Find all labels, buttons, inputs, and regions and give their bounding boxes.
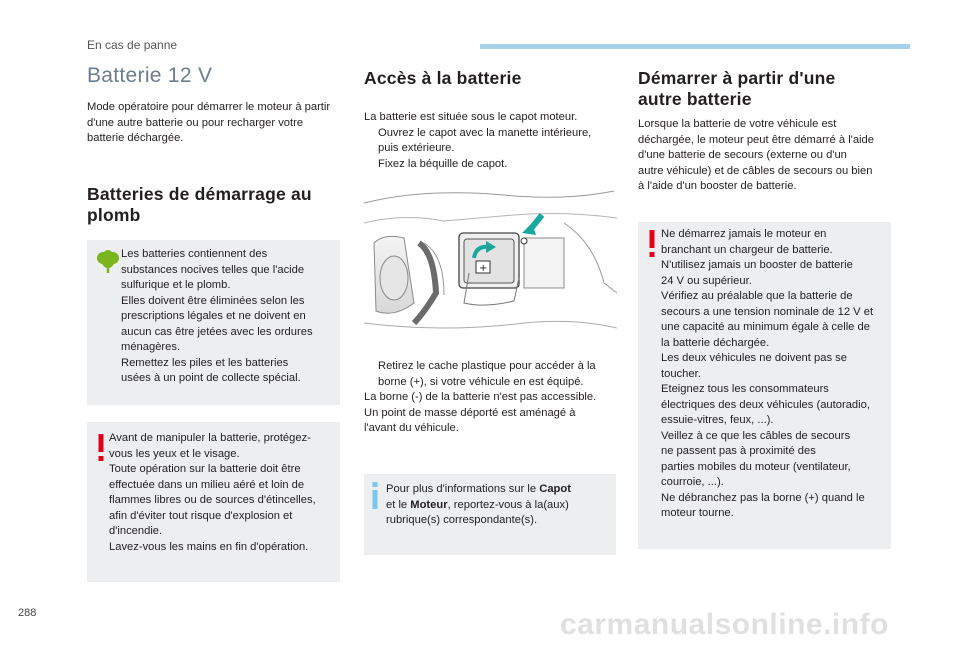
col3-title-line2: autre batterie xyxy=(638,89,752,109)
warning-line: afin d'éviter tout risque d'explosion et xyxy=(109,509,293,522)
eco-notice-box xyxy=(87,240,340,405)
warning-line: une capacité au minimum égale à celle de xyxy=(661,321,870,333)
eco-line: sulfurique et le plomb. xyxy=(121,279,231,291)
info-line-2 xyxy=(386,498,612,514)
step-fix-prop xyxy=(364,157,619,173)
col3-title-line1: Démarrer à partir d'une xyxy=(638,68,836,88)
warning-line: Les deux véhicules ne doivent pas se xyxy=(661,352,847,364)
warning-line: Lavez-vous les mains en fin d'opération. xyxy=(109,540,309,553)
eco-line: prescriptions légales et ne doivent en xyxy=(121,310,306,322)
warning-box-jumpstart xyxy=(638,222,891,549)
warning-text xyxy=(109,431,337,555)
col1-subtitle-line2: plomb xyxy=(87,205,141,225)
info-text-span: et le xyxy=(386,498,411,511)
intro-line: d'une batterie de secours (externe ou d'un xyxy=(638,149,847,161)
step-line: Fixez la béquille de capot. xyxy=(378,157,508,170)
intro-line: autre véhicule) et de câbles de secours ou bien xyxy=(638,164,873,177)
warning-line: Vérifiez au préalable que la batterie de xyxy=(661,290,853,302)
step-open-hood xyxy=(364,126,619,157)
col1-intro: Mode opératoire pour démarrer le moteur à partir d'une autre batterie ou pour recharger votre batterie déchargée. xyxy=(87,101,331,144)
intro-line: Lorsque la batterie de votre véhicule est xyxy=(638,118,837,130)
terminal-note-line: l'avant du véhicule. xyxy=(364,422,459,434)
exclamation-icon xyxy=(647,230,657,256)
col1-subtitle xyxy=(87,184,342,226)
warning-line: moteur tourne. xyxy=(661,507,734,519)
col2-title: Accès à la batterie xyxy=(364,68,522,88)
info-link-moteur[interactable]: Moteur xyxy=(410,498,448,511)
warning-line: d'incendie. xyxy=(109,525,163,537)
engine-battery-illustration xyxy=(364,183,617,343)
info-line-1 xyxy=(386,482,612,498)
warning-line: Veillez à ce que les câbles de secours xyxy=(661,429,851,442)
warning-line: électriques des deux véhicules (autoradio, xyxy=(661,398,870,411)
warning-line: Toute opération sur la batterie doit être xyxy=(109,463,301,475)
warning-line: vous les yeux et le visage. xyxy=(109,447,240,460)
step-line: Ouvrez le capot avec la manette intérieure, xyxy=(378,126,592,139)
terminal-note-line: Un point de masse déporté est aménagé à xyxy=(364,406,576,419)
col1-subtitle-line1: Batteries de démarrage au xyxy=(87,184,312,204)
warning-line: secours a une tension nominale de 12 V et xyxy=(661,305,874,318)
warning-line: essuie-vitres, feux, ...). xyxy=(661,414,774,426)
intro-line: déchargée, le moteur peut être démarré à l'aide xyxy=(638,133,874,146)
info-text xyxy=(386,482,612,529)
eco-line: Les batteries contiennent des xyxy=(121,248,268,260)
info-link-capot[interactable]: Capot xyxy=(539,483,571,495)
warning-line: parties mobiles du moteur (ventilateur, xyxy=(661,460,851,473)
col2-steps xyxy=(364,110,619,172)
eco-line: aucun cas être jetées avec les ordures xyxy=(121,325,313,338)
step-line: borne (+), si votre véhicule en est équipé. xyxy=(378,375,584,388)
exclamation-icon xyxy=(96,434,106,460)
warning-text xyxy=(661,227,889,522)
step-line: puis extérieure. xyxy=(378,142,455,154)
col3-title xyxy=(638,68,898,110)
col3-intro xyxy=(638,117,898,195)
info-icon xyxy=(371,482,379,508)
running-header: En cas de panne xyxy=(87,38,178,52)
eco-line: Remettez les piles et les batteries xyxy=(121,356,289,369)
warning-line: effectuée dans un milieu aéré et loin de xyxy=(109,478,305,491)
eco-line: substances nocives telles que l'acide xyxy=(121,263,305,276)
info-text-span: Pour plus d'informations sur le xyxy=(386,483,540,495)
leaf-icon xyxy=(95,249,121,273)
warning-line: N'utilisez jamais un booster de batterie xyxy=(661,259,853,271)
warning-line: flammes libres ou de sources d'étincelles, xyxy=(109,494,316,506)
warning-line: Ne débranchez pas la borne (+) quand le xyxy=(661,491,865,504)
eco-notice-text xyxy=(121,247,336,387)
warning-line: 24 V ou supérieur. xyxy=(661,274,752,287)
info-box xyxy=(364,474,616,555)
intro-line: à l'aide d'un booster de batterie. xyxy=(638,180,797,192)
terminal-note-line: La borne (-) de la batterie n'est pas accessible. xyxy=(364,391,597,403)
plus-terminal-label: + xyxy=(479,263,488,274)
step-line: Retirez le cache plastique pour accéder à la xyxy=(378,360,596,372)
warning-line: Eteignez tous les consommateurs xyxy=(661,383,829,395)
warning-line: branchant un chargeur de batterie. xyxy=(661,243,833,256)
col2-intro: La batterie est située sous le capot moteur. xyxy=(364,111,578,123)
eco-line: usées à un point de collecte spécial. xyxy=(121,372,301,384)
warning-line: toucher. xyxy=(661,367,701,380)
warning-line: ne passent pas à proximité des xyxy=(661,445,816,457)
col2-after-image xyxy=(364,359,622,437)
header-accent-bar xyxy=(480,44,910,49)
watermark: carmanualsonline.info xyxy=(560,608,889,641)
warning-box-safety xyxy=(87,422,340,582)
warning-line: Ne démarrez jamais le moteur en xyxy=(661,228,827,240)
page-title: Batterie 12 V xyxy=(87,64,213,87)
eco-line: ménagères. xyxy=(121,341,181,353)
warning-line: courroie, ...). xyxy=(661,476,724,488)
warning-line: Avant de manipuler la batterie, protégez- xyxy=(109,432,311,444)
eco-line: Elles doivent être éliminées selon les xyxy=(121,294,305,307)
page-number: 288 xyxy=(18,607,37,619)
info-line-3: rubrique(s) correspondante(s). xyxy=(386,514,538,526)
step-remove-cover xyxy=(364,359,622,390)
warning-line: la batterie déchargée. xyxy=(661,336,770,349)
info-text-span: , reportez-vous à la(aux) xyxy=(447,498,569,511)
